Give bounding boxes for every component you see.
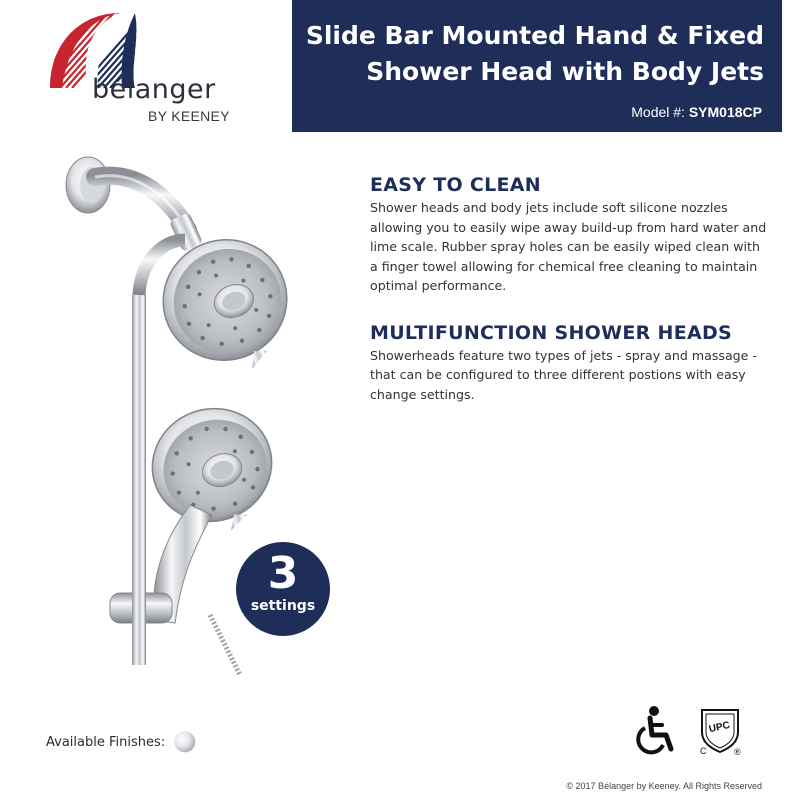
settings-label: settings (250, 598, 316, 614)
settings-count: 3 (267, 548, 299, 599)
brand-subtitle: BY KEENEY (148, 108, 230, 124)
brand-name: bélanger (92, 74, 216, 105)
chrome-finish-swatch[interactable] (175, 732, 195, 752)
header-banner (292, 0, 782, 132)
registered-mark: ® (734, 747, 741, 757)
c-mark: C (700, 746, 707, 756)
finishes-label: Available Finishes: (46, 734, 166, 750)
feature-body: Shower heads and body jets include soft silicone nozzles allowing you to easily wipe away build-up from hard water and lime scale. Rubber spray holes can be easily wiped clean with a finger towel allowing for chemical free cleaning to maintain optimal performance. (370, 200, 767, 293)
wheelchair-accessible-icon (632, 705, 676, 755)
model-number (631, 104, 762, 120)
title-line-2: Shower Head with Body Jets (366, 57, 764, 86)
feature-body: Showerheads feature two types of jets - spray and massage - that can be configured to three different postions with easy change settings. (370, 347, 757, 402)
feature-multifunction (370, 322, 770, 405)
feature-title: MULTIFUNCTION SHOWER HEADS (370, 321, 733, 344)
upc-text: UPC (708, 719, 731, 736)
feature-title: EASY TO CLEAN (370, 174, 542, 196)
model-label: Model #: (631, 104, 685, 120)
feature-list (370, 174, 770, 430)
title-line-1: Slide Bar Mounted Hand & Fixed (305, 21, 764, 50)
available-finishes (46, 732, 195, 752)
brand-logo (40, 8, 230, 128)
model-value: SYM018CP (688, 104, 762, 120)
upc-certification-icon (694, 706, 746, 758)
settings-badge (236, 542, 330, 636)
feature-easy-to-clean (370, 174, 770, 296)
copyright-notice: © 2017 Bélanger by Keeney. All Rights Reserved (566, 781, 762, 791)
page-title (294, 18, 764, 90)
